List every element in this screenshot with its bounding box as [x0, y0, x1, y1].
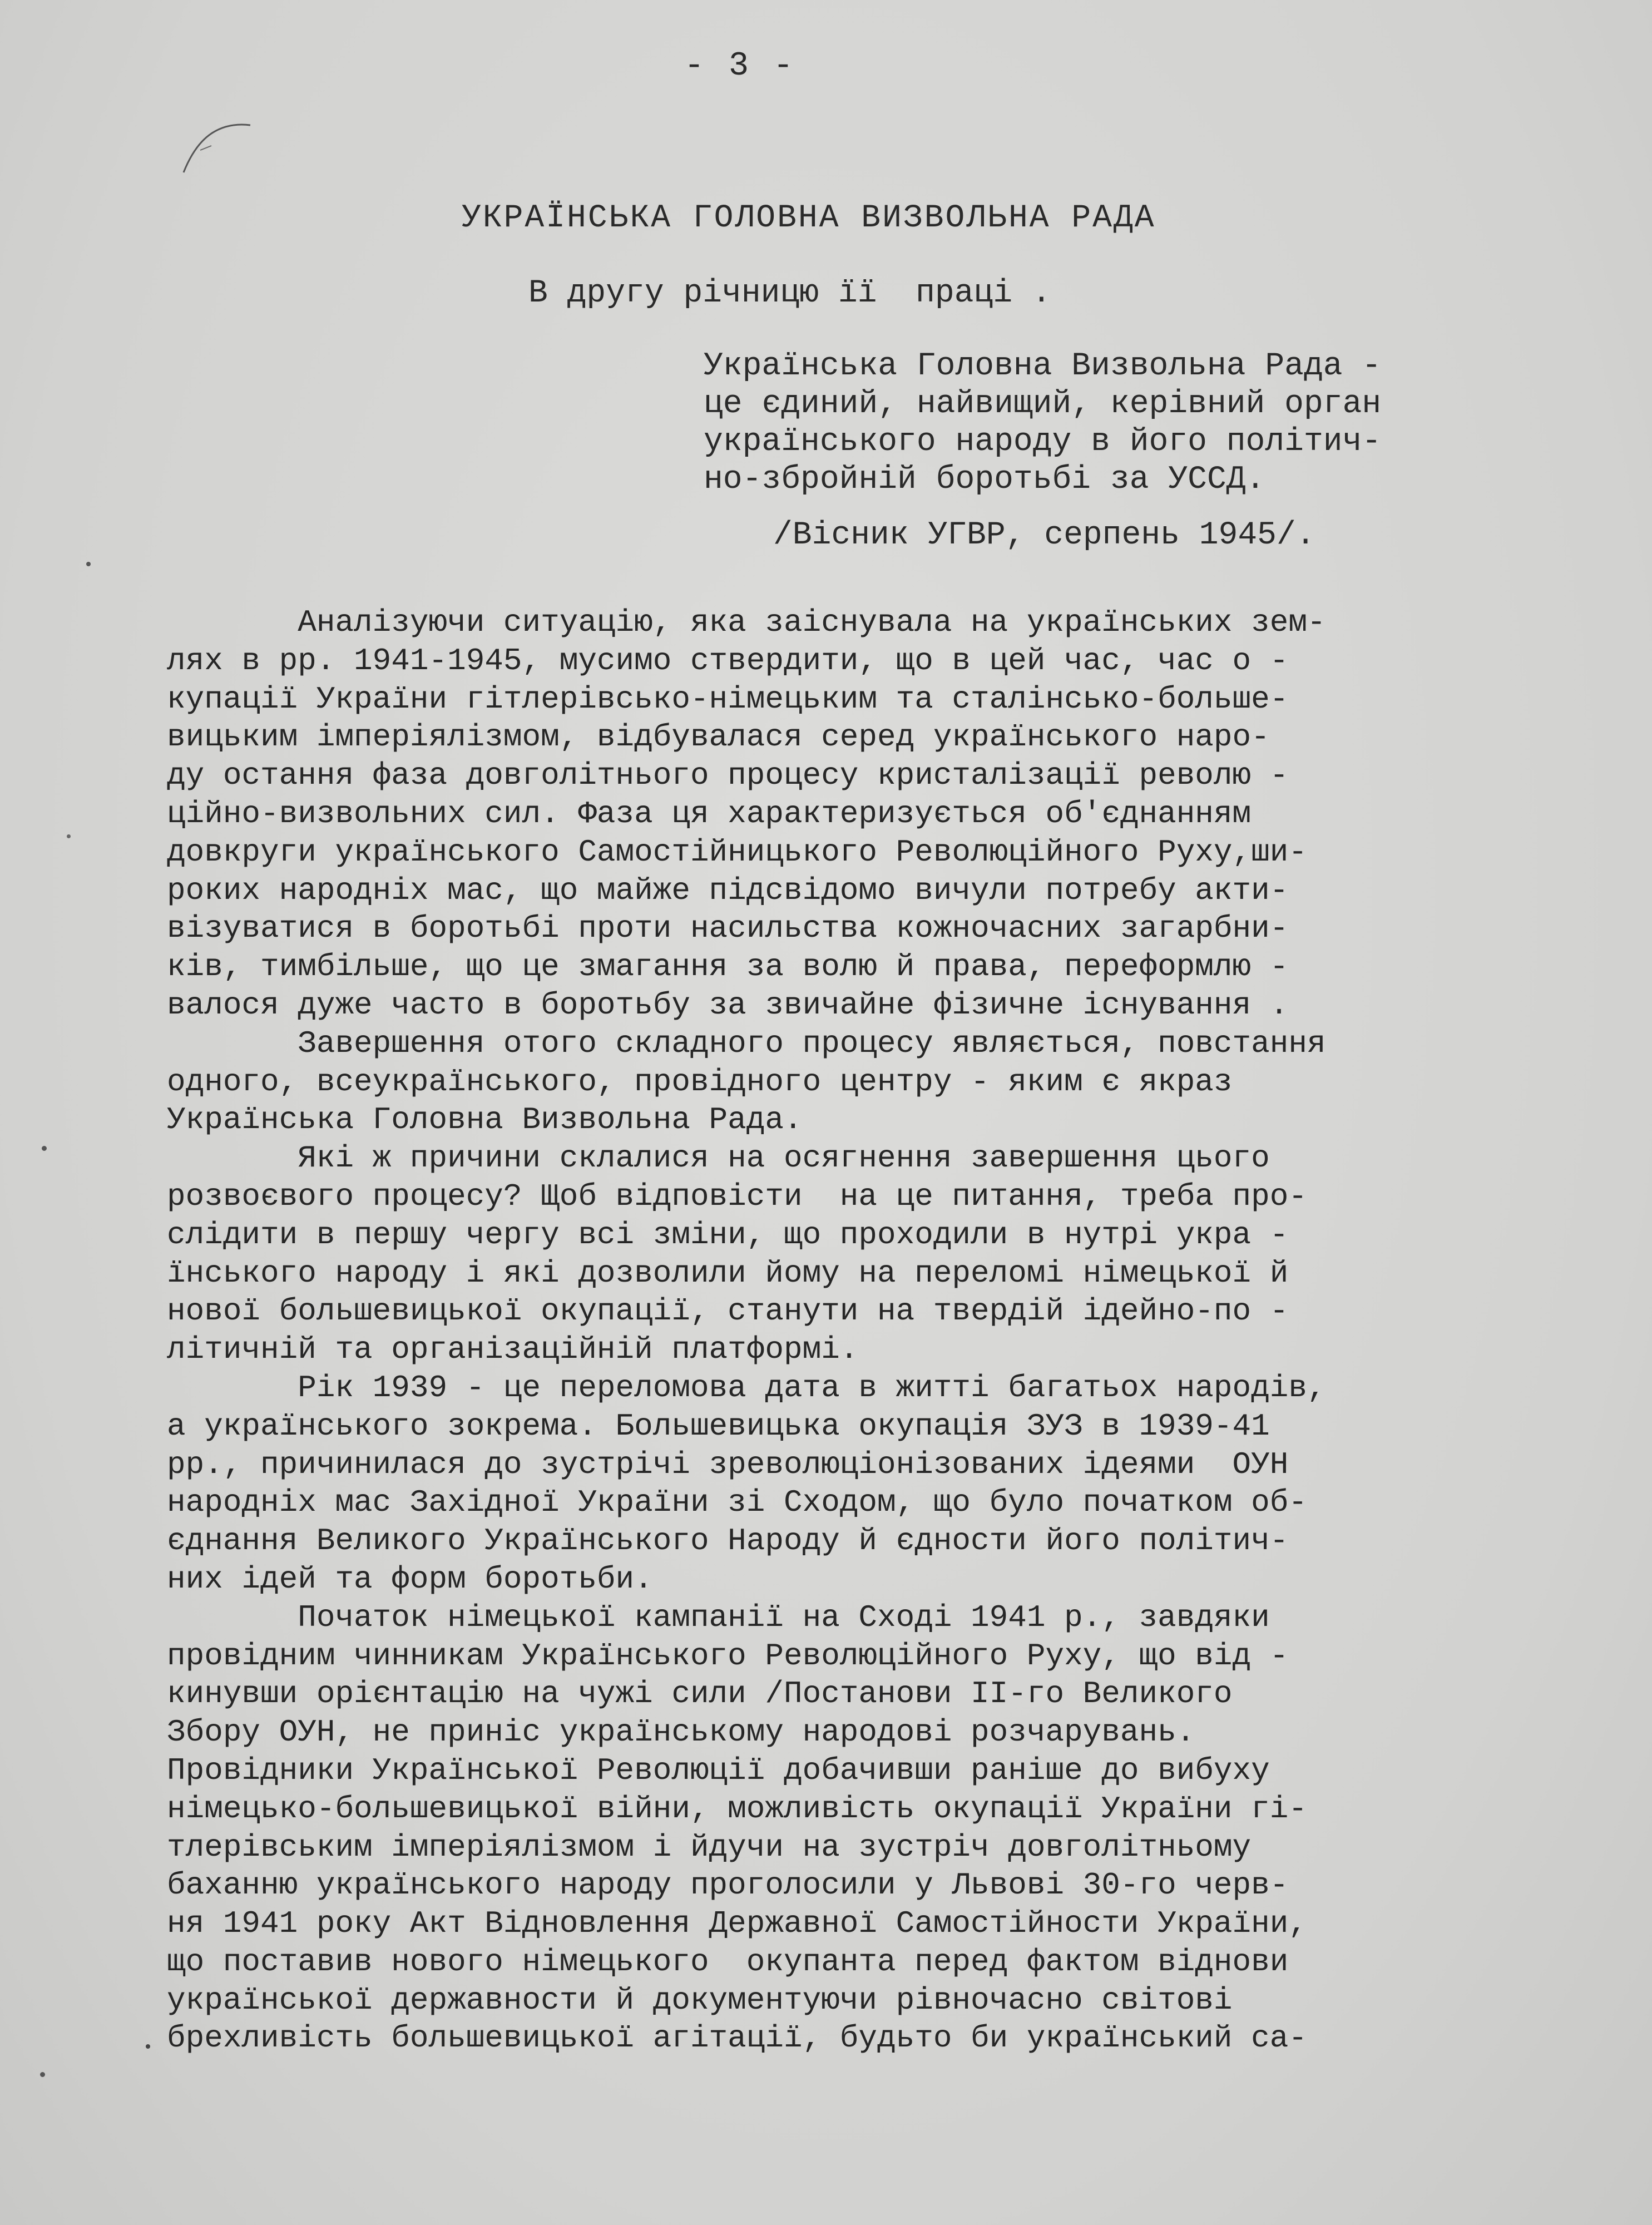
body-line: роких народніх мас, що майже підсвідомо вичули потребу акти- [167, 872, 1289, 908]
paper-speck [42, 1146, 47, 1151]
body-line: а українського зокрема. Большевицька окупація ЗУЗ в 1939-41 [167, 1408, 1270, 1444]
body-line: Українська Головна Визвольна Рада. [167, 1102, 803, 1138]
body-line: брехливість большевицької агітації, будьто би український са- [167, 2020, 1307, 2056]
paper-speck [67, 834, 71, 838]
body-text [167, 604, 1326, 2058]
body-line: купації України гітлерівсько-німецьким та сталінсько-больше- [167, 681, 1289, 717]
body-line: валося дуже часто в боротьбу за звичайне фізичне існування . [167, 987, 1289, 1023]
body-line: кинувши орієнтацію на чужі сили /Постанови II-го Великого [167, 1676, 1233, 1712]
body-line: німецько-большевицької війни, можливість окупації України гі- [167, 1791, 1307, 1827]
epigraph [704, 348, 1381, 499]
body-line: літичній та організаційній платформі. [167, 1332, 859, 1368]
body-line: Початок німецької кампанії на Сході 1941 р., завдяки [167, 1599, 1270, 1635]
epigraph-line: но-збройній боротьбі за УССД. [704, 462, 1265, 498]
body-line: ційно-визвольних сил. Фаза ця характеризується об'єднанням [167, 795, 1252, 832]
body-line: ків, тимбільше, що це змагання за волю й права, переформлю - [167, 949, 1289, 985]
body-line: ду остання фаза довголітнього процесу кристалізації револю - [167, 758, 1289, 794]
body-line: Завершення отого складного процесу являється, повстання [167, 1025, 1326, 1061]
body-line: їнського народу і які дозволили йому на переломі німецької й [167, 1255, 1289, 1291]
body-line: лях в рр. 1941-1945, мусимо ствердити, що в цей час, час о - [167, 642, 1289, 679]
body-line: Провідники Української Революції добачивши раніше до вибуху [167, 1752, 1270, 1788]
document-subtitle: В другу річницю її праці . [528, 275, 1051, 312]
body-line: вицьким імперіялізмом, відбувалася серед українського наро- [167, 719, 1270, 755]
body-line: народніх мас Західної України зі Сходом, що було початком об- [167, 1485, 1307, 1521]
body-line: що поставив нового німецького окупанта перед фактом віднови [167, 1944, 1289, 1980]
body-line: Збору ОУН, не приніс українському народові розчарувань. [167, 1714, 1195, 1751]
body-line: одного, всеукраїнського, провідного центру - яким є якраз [167, 1064, 1233, 1100]
body-line: баханню українського народу проголосили у Львові 30-го черв- [167, 1867, 1289, 1903]
body-line: нової большевицької окупації, станути на твердій ідейно-по - [167, 1293, 1289, 1329]
body-line: Аналізуючи ситуацію, яка заіснувала на українських зем- [167, 605, 1326, 640]
body-line: розвоєвого процесу? Щоб відповісти на це питання, треба про- [167, 1178, 1307, 1214]
body-line: рр., причинилася до зустрічі зреволюціонізованих ідеями ОУН [167, 1446, 1289, 1482]
paper-speck [86, 562, 91, 566]
body-line: довкруги українського Самостійницького Революційного Руху,ши- [167, 834, 1307, 870]
epigraph-line: це єдиний, найвищий, керівний орган [704, 386, 1382, 422]
epigraph-source: /Вісник УГВР, серпень 1945/. [773, 517, 1315, 553]
body-line: слідити в першу чергу всі зміни, що проходили в нутрі укра - [167, 1217, 1289, 1253]
paper-speck [146, 2044, 150, 2049]
body-line: ня 1941 року Акт Відновлення Державної Самостійности України, [167, 1906, 1307, 1942]
body-line: єднання Великого Українського Народу й єдности його політич- [167, 1523, 1289, 1559]
body-line: Які ж причини склалися на осягнення завершення цього [167, 1140, 1270, 1176]
epigraph-line: українського народу в його політич- [704, 424, 1382, 460]
body-line: провідним чинникам Українського Революційного Руху, що від - [167, 1638, 1289, 1674]
body-line: них ідей та форм боротьби. [167, 1561, 653, 1597]
paper-speck [40, 2072, 45, 2077]
epigraph-line: Українська Головна Визвольна Рада - [704, 348, 1382, 384]
body-line: української державности й документуючи рівночасно світові [167, 1982, 1233, 2018]
pencil-mark [178, 111, 256, 178]
body-line: Рік 1939 - це переломова дата в житті багатьох народів, [167, 1369, 1326, 1406]
body-line: тлерівським імперіялізмом і йдучи на зустріч довголітньому [167, 1829, 1252, 1865]
document-title: УКРАЇНСЬКА ГОЛОВНА ВИЗВОЛЬНА РАДА [462, 200, 1156, 236]
page-number: - 3 - [684, 47, 796, 85]
body-line: візуватися в боротьбі проти насильства кожночасних загарбни- [167, 911, 1289, 947]
